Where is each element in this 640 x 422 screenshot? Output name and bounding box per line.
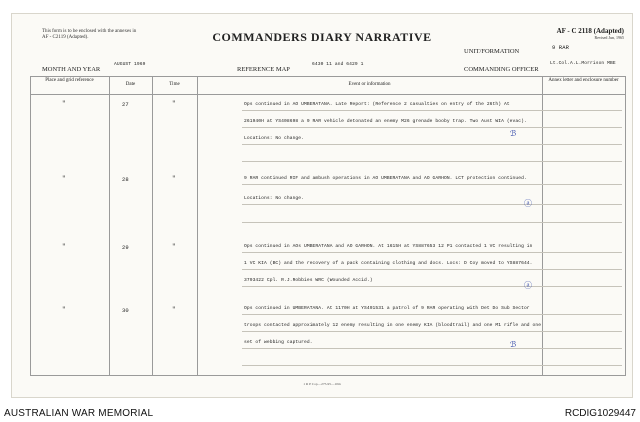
- initial-mark: ℬ: [510, 340, 517, 349]
- entry-time: ": [172, 175, 176, 182]
- entry-line: 261940H at YS408698 a 9 RAR vehicle detonated an enemy M26 grenade booby trap. Two Aust WIA (evac).: [244, 119, 527, 124]
- ruled-line: [242, 161, 622, 162]
- col-time-header: Time: [169, 82, 180, 87]
- entry-line: set of webbing captured.: [244, 340, 313, 345]
- ruled-line: [242, 184, 622, 185]
- unit-value: 9 RAR: [552, 44, 570, 51]
- initial-mark: ℬ: [510, 129, 517, 138]
- entry-line: 1 VC KIA (BC) and the recovery of a pack containing clothing and docs. Locs: D Coy moved to YS887644.: [244, 261, 533, 266]
- map-label: REFERENCE MAP: [237, 66, 290, 73]
- entry-time: ": [172, 100, 176, 107]
- ruled-line: [242, 204, 622, 205]
- entry-line: Ops continued in UMBERATANA. At 1170H at YS491531 a patrol of 9 RAR operating with Det Do Sub Sector: [244, 306, 530, 311]
- co-value: Lt.Col.A.L.Morrison MBE: [550, 61, 616, 66]
- entry-date: 28: [122, 176, 129, 183]
- table-right-rule: [625, 76, 626, 376]
- ruled-line: [242, 286, 622, 287]
- entry-time: ": [172, 243, 176, 250]
- initial-mark: ⓐ: [524, 281, 532, 290]
- unit-label: UNIT/FORMATION: [464, 48, 520, 55]
- co-label: COMMANDING OFFICER: [464, 66, 539, 73]
- entry-place: ": [62, 100, 66, 107]
- archive-credit: AUSTRALIAN WAR MEMORIAL: [4, 408, 154, 419]
- col-date-header: Date: [125, 82, 136, 87]
- table-col-rule: [109, 76, 110, 376]
- entry-date: 27: [122, 101, 129, 108]
- ruled-line: [242, 110, 622, 111]
- entry-line: Locations: No change.: [244, 196, 304, 201]
- entry-date: 30: [122, 307, 129, 314]
- form-title: COMMANDERS DIARY NARRATIVE: [212, 30, 432, 44]
- entry-line: 9 RAR continued RIF and ambush operations in AO UMBERATANA and AO GARHON. LCT protection continued.: [244, 176, 527, 181]
- map-value: 6430 11 and 6429 1: [312, 62, 364, 67]
- table-col-rule: [152, 76, 153, 376]
- entry-time: ": [172, 306, 176, 313]
- entry-place: ": [62, 306, 66, 313]
- diary-sheet: [12, 14, 632, 397]
- instruction-note: This form is to be enclosed with the annexes in AF - C2119 (Adapted).: [42, 29, 137, 40]
- month-value: AUGUST 1969: [114, 62, 146, 67]
- initial-mark: ⓐ: [524, 199, 532, 208]
- ruled-line: [242, 314, 622, 315]
- table-bottom-rule: [30, 375, 626, 376]
- entry-line: Ops continued in AOs UMBERATANA and AO GARHON. At 1615H at YS887653 12 P1 contacted 1 VC resulting in: [244, 244, 533, 249]
- col-event-header: Event or information: [348, 82, 391, 87]
- table-header-rule: [30, 94, 626, 95]
- ruled-line: [242, 269, 622, 270]
- entry-line: troops contacted approximately 12 enemy resulting in one enemy KIA (bloodtrail) and one M1 rifle and one: [244, 323, 542, 328]
- form-number: AF - C 2118 (Adapted): [556, 27, 624, 35]
- revision-note: Revised Jun, 1965: [594, 35, 624, 40]
- ruled-line: [242, 348, 622, 349]
- ruled-line: [242, 222, 622, 223]
- archive-id: RCDIG1029447: [564, 408, 636, 419]
- col-annex-header: Annex letter and enclosure number: [548, 78, 619, 83]
- entry-line: Ops continued in AO UMBERATANA. Late Report: (Reference 2 casualties on entry of the 26th) At: [244, 102, 510, 107]
- entry-date: 29: [122, 244, 129, 251]
- ruled-line: [242, 127, 622, 128]
- table-col-rule: [197, 76, 198, 376]
- ruled-line: [242, 252, 622, 253]
- table-top-rule: [30, 76, 626, 77]
- ruled-line: [242, 365, 622, 366]
- month-label: MONTH AND YEAR: [42, 66, 101, 73]
- entry-place: ": [62, 175, 66, 182]
- ruled-line: [242, 331, 622, 332]
- entry-line: Locations: No change.: [244, 136, 304, 141]
- table-left-rule: [30, 76, 31, 376]
- entry-line: 3793422 Cpl. R.J.Robbies WRC (Wounded Accid.): [244, 278, 373, 283]
- entry-place: ": [62, 243, 66, 250]
- print-footer: 1 R P Cop—275-95—10m: [303, 382, 341, 386]
- col-place-header: Place and grid reference: [45, 78, 94, 83]
- ruled-line: [242, 144, 622, 145]
